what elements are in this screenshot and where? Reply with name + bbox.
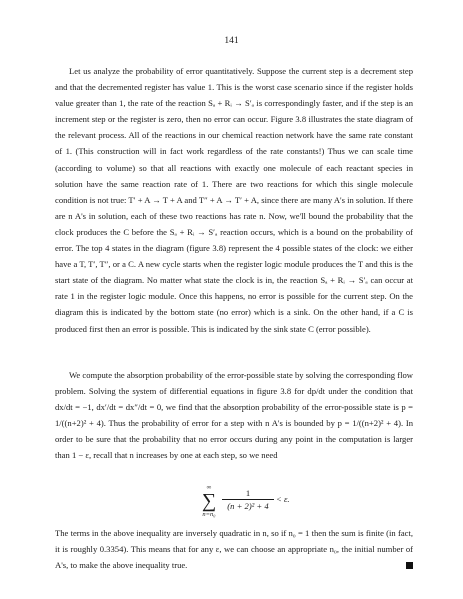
summation-symbol: ∑: [201, 490, 217, 512]
qed-square-icon: [406, 562, 413, 569]
page-number: 141: [224, 36, 239, 46]
inequality-relation: < ε.: [276, 494, 290, 504]
summation: [198, 484, 220, 518]
fraction: [222, 488, 274, 512]
paragraph-text: Let us analyze the probability of error quantitatively. Suppose the current step is a decrement step and that the decremented register has value 1. This is the worst case scenario since if the register holds value greater than 1, the rate of the reaction Sₐ + Rᵢ → S′ₐ is correspondingly faster, and if the step is an increment step or the register is zero, then no error can occur. Figure 3.8 illustrates the state diagram of the relevant process. All of the reactions in our chemical reaction network have the same rate constant of 1. (This construction will in fact work regardless of the rate constants!) Thus we can scale time (according to volume) so that all reactions with exactly one molecule of each reactant species in solution have the same reaction rate of 1. There are two reactions for which this single molecule condition is not true: T′ + A → T + A and T″ + A → T′ + A, since there are many A's in solution. If there are n A's in solution, each of these two reactions has rate n. Now, we'll bound the probability that the clock produces the C before the Sₐ + Rᵢ → S′ₐ reaction occurs, which is a bound on the probability of error. The top 4 states in the diagram (figure 3.8) represent the 4 possible states of the clock: we either have a T, T′, T″, or a C. A new cycle starts when the register logic module produces the T and this is the start state of the diagram. No matter what state the clock is in, the reaction Sₐ + Rᵢ → S′ₐ can occur at rate 1 in the register logic module. Once this happens, no error is possible for the current step. On the diagram this is indicated by the bottom state (no error) which is a sink. On the other hand, if a C is produced first then an error is possible. This is indicated by the sink state C (error possible).: [55, 66, 413, 334]
summation-upper-limit: ∞: [206, 484, 212, 491]
summation-lower-limit: n=n₀: [202, 511, 216, 518]
body-paragraph-1: [55, 63, 413, 337]
fraction-numerator: 1: [222, 488, 274, 500]
body-paragraph-3: [55, 525, 413, 573]
fraction-denominator: (n + 2)² + 4: [227, 501, 269, 511]
paragraph-text: We compute the absorption probability of the error-possible state by solving the corresponding flow problem. Solving the system of differential equations in figure 3.8 for dp/dt under the condition that dx/dt = −1, dx′/dt = dx″/dt = 0, we find that the absorption probability of the error-possible state is p = 1/((n+2)² + 4). Thus the probability of error for a step with n A's is bounded by p = 1/((n+2)² + 4). In order to be sure that the probability that no error occurs during any point in the computation is larger than 1 − ε, recall that n increases by one at each step, so we need: [55, 370, 413, 461]
body-paragraph-2: [55, 367, 413, 464]
display-equation: [0, 482, 463, 522]
paragraph-text: The terms in the above inequality are inversely quadratic in n, so if n₀ = 1 then the sum is finite (in fact, it is roughly 0.3354). This means that for any ε, we can choose an appropriate n₀, the initial number of A's, to make the above inequality true.: [55, 528, 413, 571]
